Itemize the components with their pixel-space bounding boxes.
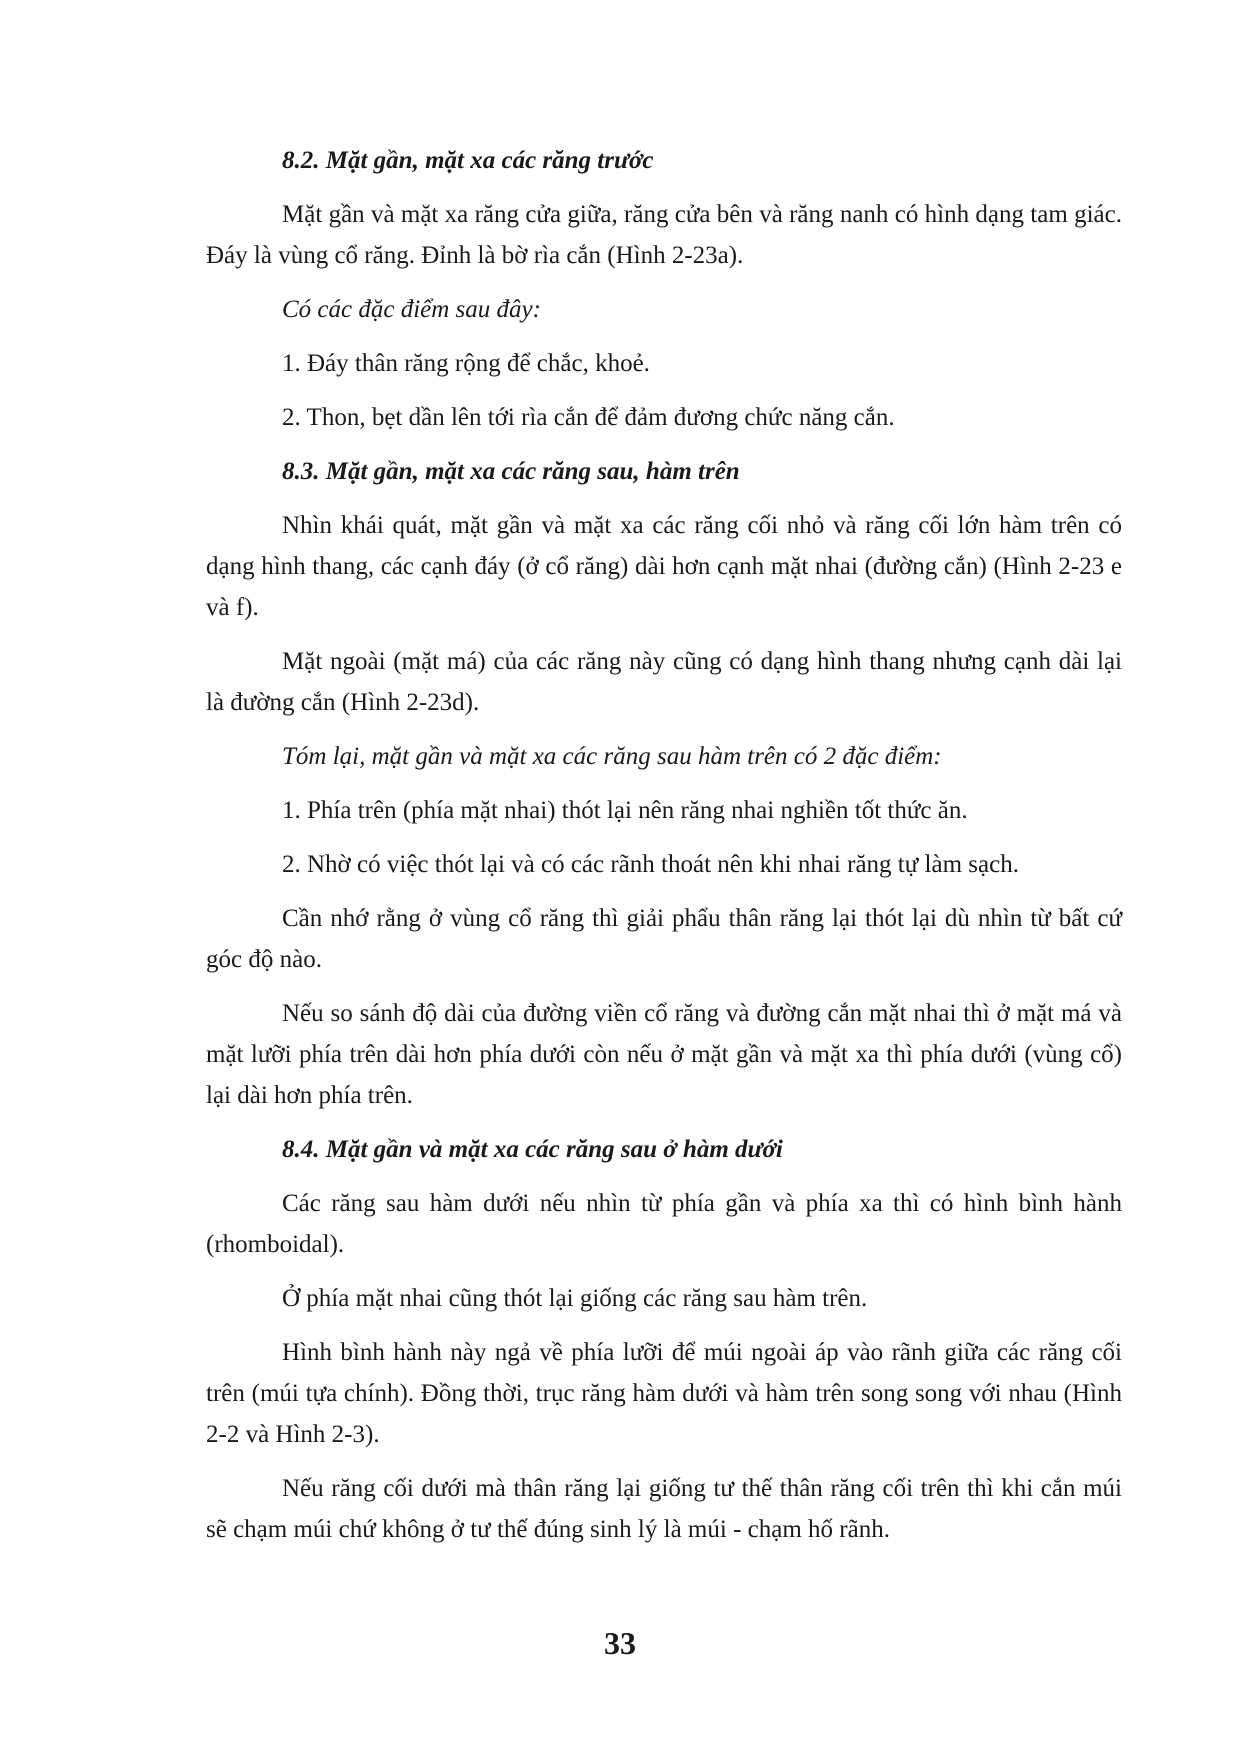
paragraph: Ở phía mặt nhai cũng thót lại giống các răng sau hàm trên. [282,1285,868,1312]
page-number: 33 [604,1625,636,1661]
list-item: 2. Thon, bẹt dần lên tới rìa cắn để đảm đương chức năng cắn. [282,404,895,431]
paragraph: Cần nhớ rằng ở vùng cổ răng thì giải phẩu thân răng lại thót lại dù nhìn từ bất cứ góc độ nào. [206,905,1122,973]
paragraph: Mặt gần và mặt xa răng cửa giữa, răng cửa bên và răng nanh có hình dạng tam giác. Đáy là vùng cổ răng. Đỉnh là bờ rìa cắn (Hình 2-23a). [206,201,1122,269]
paragraph: Hình bình hành này ngả về phía lưỡi để múi ngoài áp vào rãnh giữa các răng cối trên (múi tựa chính). Đồng thời, trục răng hàm dưới và hàm trên song song với nhau (Hình 2-2 và Hình 2-3). [206,1339,1122,1448]
list-item: 1. Đáy thân răng rộng để chắc, khoẻ. [282,350,650,377]
paragraph: Nếu so sánh độ dài của đường viền cổ răng và đường cắn mặt nhai thì ở mặt má và mặt lưỡi phía trên dài hơn phía dưới còn nếu ở mặt gần và mặt xa thì phía dưới (vùng cổ) lại dài hơn phía trên. [206,1000,1122,1109]
paragraph: Nếu răng cối dưới mà thân răng lại giống tư thế thân răng cối trên thì khi cắn múi sẽ chạm múi chứ không ở tư thế đúng sinh lý là múi - chạm hố rãnh. [206,1475,1122,1543]
list-item: 2. Nhờ có việc thót lại và có các rãnh thoát nên khi nhai răng tự làm sạch. [282,851,1019,878]
page-body [206,140,1122,1563]
list-item: 1. Phía trên (phía mặt nhai) thót lại nên răng nhai nghiền tốt thức ăn. [282,797,968,824]
list-intro: Tóm lại, mặt gần và mặt xa các răng sau hàm trên có 2 đặc điểm: [282,743,942,770]
list-intro: Có các đặc điểm sau đây: [282,296,541,323]
paragraph: Các răng sau hàm dưới nếu nhìn từ phía gần và phía xa thì có hình bình hành (rhomboidal). [206,1190,1122,1258]
section-heading-8-2: 8.2. Mặt gần, mặt xa các răng trước [282,147,654,174]
section-heading-8-3: 8.3. Mặt gần, mặt xa các răng sau, hàm trên [282,458,740,485]
paragraph: Nhìn khái quát, mặt gần và mặt xa các răng cối nhỏ và răng cối lớn hàm trên có dạng hình thang, các cạnh đáy (ở cổ răng) dài hơn cạnh mặt nhai (đường cắn) (Hình 2-23 e và f). [206,512,1122,621]
paragraph: Mặt ngoài (mặt má) của các răng này cũng có dạng hình thang nhưng cạnh dài lại là đường cắn (Hình 2-23d). [206,648,1122,716]
section-heading-8-4: 8.4. Mặt gần và mặt xa các răng sau ở hàm dưới [282,1136,783,1163]
